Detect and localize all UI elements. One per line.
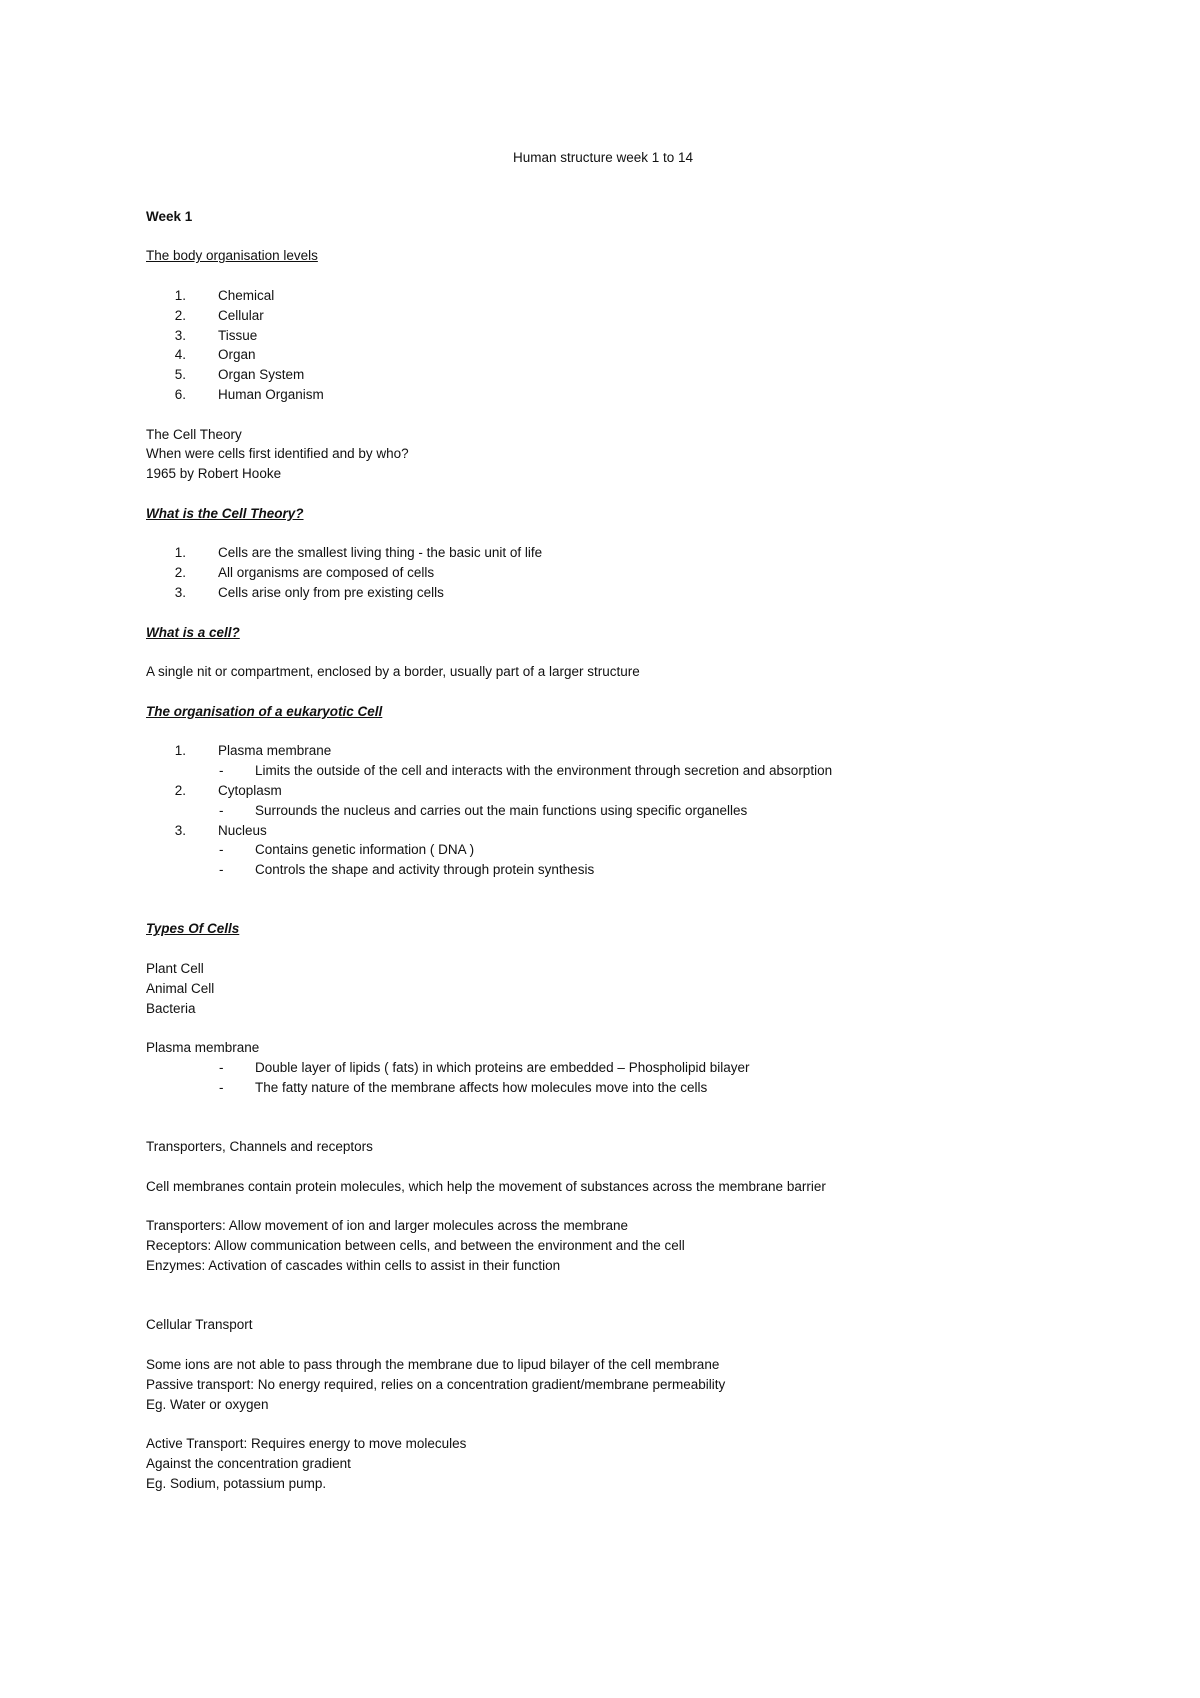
transporters-line: Receptors: Allow communication between cells, and between the environment and the cell xyxy=(146,1238,685,1254)
eukaryotic-heading: The organisation of a eukaryotic Cell xyxy=(146,703,383,719)
active-line: Eg. Sodium, potassium pump. xyxy=(146,1475,327,1491)
list-item: 3. Cells arise only from pre existing cells xyxy=(174,584,444,600)
list-item: 3. Tissue xyxy=(174,327,258,343)
cell-theory-list xyxy=(146,543,1080,602)
active-line: Against the concentration gradient xyxy=(146,1456,351,1471)
list-item: 1. Plasma membrane xyxy=(174,743,332,759)
plasma-heading: Plasma membrane xyxy=(146,1040,260,1056)
list-item: 2. Cytoplasm xyxy=(174,782,282,798)
week-heading: Week 1 xyxy=(146,208,193,224)
list-item: 2. All organisms are composed of cells xyxy=(174,565,435,581)
cell-type: Bacteria xyxy=(146,1000,196,1016)
list-item: 2. Cellular xyxy=(174,307,264,323)
cell-type: Plant Cell xyxy=(146,961,204,977)
list-item: 4. Organ xyxy=(174,347,256,363)
active-line: Active Transport: Requires energy to move molecules xyxy=(146,1436,467,1452)
cell-theory-line: The Cell Theory xyxy=(146,426,242,442)
sub-item: - The fatty nature of the membrane affects how molecules move into the cells xyxy=(219,1079,708,1095)
document-title: Human structure week 1 to 14 xyxy=(512,150,694,165)
levels-heading: The body organisation levels xyxy=(146,248,318,264)
sub-item: - Limits the outside of the cell and interacts with the environment through secretion and absorption xyxy=(219,763,833,779)
list-item: 5. Organ System xyxy=(174,367,305,383)
transporters-intro: Cell membranes contain protein molecules, which help the movement of substances across the membrane barrier xyxy=(146,1178,826,1194)
passive-line: Eg. Water or oxygen xyxy=(146,1396,269,1412)
what-is-cell-text: A single nit or compartment, enclosed by a border, usually part of a larger structure xyxy=(146,664,640,680)
cell-type: Animal Cell xyxy=(146,980,215,996)
eukaryotic-list xyxy=(146,741,1080,880)
list-item: 3. Nucleus xyxy=(174,822,267,838)
cellular-transport-heading: Cellular Transport xyxy=(146,1317,253,1333)
transporters-line: Enzymes: Activation of cascades within cells to assist in their function xyxy=(146,1258,561,1274)
sub-item: - Contains genetic information ( DNA ) xyxy=(219,842,475,858)
sub-item: - Controls the shape and activity through protein synthesis xyxy=(219,862,595,878)
cell-theory-line: 1965 by Robert Hooke xyxy=(146,466,282,482)
what-is-cell-heading: What is a cell? xyxy=(146,624,240,640)
passive-line: Some ions are not able to pass through the membrane due to lipud bilayer of the cell membrane xyxy=(146,1357,720,1373)
list-item: 6. Human Organism xyxy=(174,386,324,402)
cell-theory-line: When were cells first identified and by who? xyxy=(146,446,409,462)
transporters-line: Transporters: Allow movement of ion and larger molecules across the membrane xyxy=(146,1218,628,1234)
sub-item: - Double layer of lipids ( fats) in which proteins are embedded – Phospholipid bilayer xyxy=(219,1060,750,1076)
passive-line: Passive transport: No energy required, relies on a concentration gradient/membrane permeability xyxy=(146,1376,726,1392)
levels-list xyxy=(146,286,1080,405)
transporters-heading: Transporters, Channels and receptors xyxy=(146,1139,373,1155)
what-cell-theory-heading: What is the Cell Theory? xyxy=(146,505,304,521)
list-item: 1. Chemical xyxy=(174,287,275,303)
list-item: 1. Cells are the smallest living thing - the basic unit of life xyxy=(174,545,543,561)
sub-item: - Surrounds the nucleus and carries out the main functions using specific organelles xyxy=(219,802,748,818)
types-heading: Types Of Cells xyxy=(146,921,240,937)
